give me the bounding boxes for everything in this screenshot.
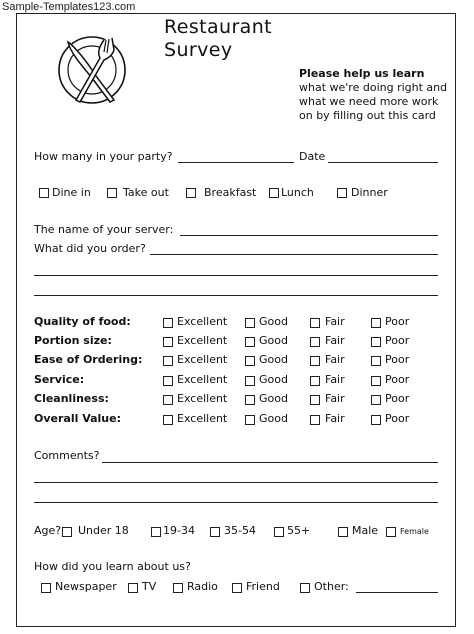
age-under-18-label: Under 18 [78, 524, 129, 537]
rating-option-label: Poor [385, 353, 410, 366]
rating-1-excellent-checkbox[interactable] [163, 318, 173, 328]
take-out-label: Take out [123, 186, 169, 199]
rating-option-label: Fair [325, 315, 345, 328]
intro-line-1: what we're doing right and [299, 81, 448, 94]
age-under-18-checkbox[interactable] [62, 527, 72, 537]
rating-5-fair-checkbox[interactable] [310, 395, 320, 405]
dine-in-checkbox[interactable] [39, 188, 49, 198]
comments-field-line-2[interactable] [34, 482, 438, 483]
intro-line-3: on by filling out this card [299, 109, 436, 122]
rating-5-poor-checkbox[interactable] [371, 395, 381, 405]
breakfast-label: Breakfast [204, 186, 257, 199]
order-label: What did you order? [34, 242, 146, 255]
rating-option-label: Good [259, 334, 288, 347]
dinner-label: Dinner [351, 186, 388, 199]
intro-heading: Please help us learn [299, 67, 425, 80]
rating-2-fair-checkbox[interactable] [310, 337, 320, 347]
intro-line-2: what we need more work [299, 95, 439, 108]
title-line-1: Restaurant [164, 16, 273, 38]
party-field[interactable] [178, 162, 294, 163]
age-label: Age? [34, 524, 62, 537]
rating-label-ordering: Ease of Ordering: [34, 353, 143, 366]
server-label: The name of your server: [34, 223, 174, 236]
rating-option-label: Excellent [177, 412, 228, 425]
source-label: How did you learn about us? [34, 560, 191, 573]
dinner-checkbox[interactable] [337, 188, 347, 198]
lunch-checkbox[interactable] [269, 188, 279, 198]
rating-1-good-checkbox[interactable] [245, 318, 255, 328]
age-55-plus-label: 55+ [287, 524, 311, 537]
rating-option-label: Poor [385, 373, 410, 386]
rating-option-label: Excellent [177, 373, 228, 386]
rating-option-label: Fair [325, 334, 345, 347]
rating-option-label: Good [259, 315, 288, 328]
age-35-54-checkbox[interactable] [210, 527, 220, 537]
female-checkbox[interactable] [386, 527, 396, 537]
rating-option-label: Good [259, 392, 288, 405]
rating-option-label: Excellent [177, 315, 228, 328]
rating-option-label: Good [259, 373, 288, 386]
date-field[interactable] [328, 162, 438, 163]
rating-option-label: Excellent [177, 353, 228, 366]
newspaper-checkbox[interactable] [41, 583, 51, 593]
date-label: Date [299, 150, 326, 163]
other-label: Other: [314, 580, 349, 593]
order-field-line-3[interactable] [34, 295, 438, 296]
other-checkbox[interactable] [300, 583, 310, 593]
rating-4-excellent-checkbox[interactable] [163, 376, 173, 386]
rating-2-good-checkbox[interactable] [245, 337, 255, 347]
rating-1-poor-checkbox[interactable] [371, 318, 381, 328]
watermark: Sample-Templates123.com [2, 1, 136, 13]
rating-option-label: Fair [325, 412, 345, 425]
rating-3-poor-checkbox[interactable] [371, 356, 381, 366]
rating-option-label: Poor [385, 412, 410, 425]
lunch-label: Lunch [281, 186, 314, 199]
breakfast-checkbox[interactable] [186, 188, 196, 198]
take-out-checkbox[interactable] [107, 188, 117, 198]
rating-option-label: Fair [325, 353, 345, 366]
rating-option-label: Poor [385, 334, 410, 347]
other-field[interactable] [356, 592, 438, 593]
rating-option-label: Fair [325, 373, 345, 386]
rating-option-label: Poor [385, 315, 410, 328]
rating-label-value: Overall Value: [34, 412, 121, 425]
rating-4-good-checkbox[interactable] [245, 376, 255, 386]
rating-4-fair-checkbox[interactable] [310, 376, 320, 386]
rating-6-poor-checkbox[interactable] [371, 415, 381, 425]
age-35-54-label: 35-54 [224, 524, 256, 537]
rating-label-cleanliness: Cleanliness: [34, 392, 109, 405]
rating-option-label: Good [259, 353, 288, 366]
rating-2-excellent-checkbox[interactable] [163, 337, 173, 347]
rating-label-portion: Portion size: [34, 334, 112, 347]
rating-option-label: Good [259, 412, 288, 425]
female-label: Female [400, 527, 429, 536]
rating-3-fair-checkbox[interactable] [310, 356, 320, 366]
comments-label: Comments? [34, 449, 100, 462]
age-55-plus-checkbox[interactable] [274, 527, 284, 537]
age-19-34-label: 19-34 [163, 524, 195, 537]
rating-1-fair-checkbox[interactable] [310, 318, 320, 328]
age-19-34-checkbox[interactable] [151, 527, 161, 537]
rating-option-label: Excellent [177, 334, 228, 347]
friend-label: Friend [246, 580, 280, 593]
rating-3-excellent-checkbox[interactable] [163, 356, 173, 366]
rating-3-good-checkbox[interactable] [245, 356, 255, 366]
rating-6-fair-checkbox[interactable] [310, 415, 320, 425]
party-label: How many in your party? [34, 150, 173, 163]
newspaper-label: Newspaper [55, 580, 117, 593]
male-checkbox[interactable] [338, 527, 348, 537]
rating-5-good-checkbox[interactable] [245, 395, 255, 405]
rating-6-good-checkbox[interactable] [245, 415, 255, 425]
radio-label: Radio [187, 580, 218, 593]
male-label: Male [352, 524, 379, 537]
comments-field-line-1[interactable] [102, 462, 438, 463]
rating-5-excellent-checkbox[interactable] [163, 395, 173, 405]
rating-2-poor-checkbox[interactable] [371, 337, 381, 347]
rating-4-poor-checkbox[interactable] [371, 376, 381, 386]
title-line-2: Survey [164, 39, 233, 61]
rating-6-excellent-checkbox[interactable] [163, 415, 173, 425]
plate-fork-knife-icon [52, 28, 132, 110]
rating-option-label: Excellent [177, 392, 228, 405]
friend-checkbox[interactable] [232, 583, 242, 593]
rating-label-service: Service: [34, 373, 85, 386]
server-field[interactable] [180, 235, 438, 236]
rating-label-quality: Quality of food: [34, 315, 131, 328]
tv-checkbox[interactable] [128, 583, 138, 593]
rating-option-label: Fair [325, 392, 345, 405]
radio-checkbox[interactable] [173, 583, 183, 593]
order-field-line-1[interactable] [150, 254, 438, 255]
order-field-line-2[interactable] [34, 275, 438, 276]
rating-option-label: Poor [385, 392, 410, 405]
tv-label: TV [142, 580, 157, 593]
dine-in-label: Dine in [52, 186, 91, 199]
comments-field-line-3[interactable] [34, 502, 438, 503]
